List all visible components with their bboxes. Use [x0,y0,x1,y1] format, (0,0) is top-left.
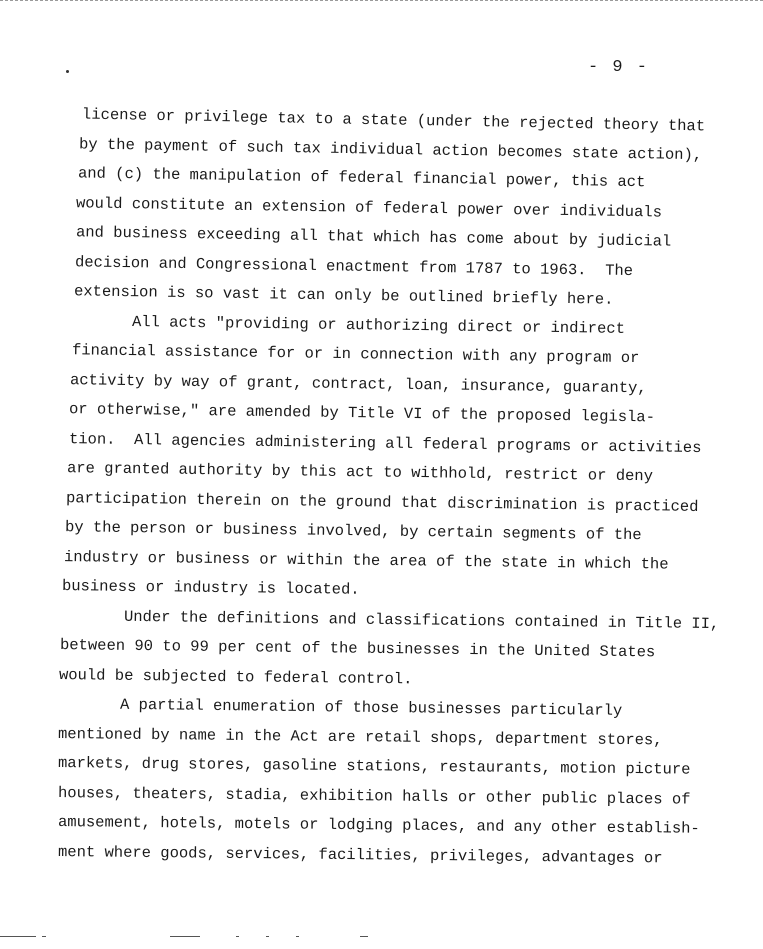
body-line: participation therein on the ground that discrimination is practiced [65,488,699,516]
body-line: activity by way of grant, contract, loan, insurance, guaranty, [69,370,647,397]
body-line: would be subjected to federal control. [58,665,413,688]
body-line: would constitute an extension of federal power over individuals [75,193,663,221]
body-line: or otherwise," are amended by Title VI of the proposed legisla- [68,400,656,427]
stray-mark [66,70,69,73]
body-line: tion. All agencies administering all federal programs or activities [68,429,702,457]
body-line: by the payment of such tax individual action becomes state action), [78,134,703,164]
page-number: - 9 - [588,58,650,77]
body-line: and business exceeding all that which has come about by judicial [75,223,672,251]
scan-artifact [360,936,368,937]
paragraph-first-line: Under the definitions and classifications contained in Title II, [123,607,720,633]
paragraph-first-line: A partial enumeration of those businesses particularly [119,695,623,720]
body-line: industry or business or within the area of the state in which the [63,547,669,573]
body-line: are granted authority by this act to withhold, restrict or deny [66,459,654,486]
body-line: extension is so vast it can only be outlined briefly here. [73,282,614,309]
scan-artifact [0,936,36,937]
scan-artifact [296,936,299,937]
body-line: houses, theaters, stadia, exhibition halls or other public places of [57,783,691,809]
scan-artifacts [0,930,763,944]
scan-artifact [170,936,200,937]
body-line: and (c) the manipulation of federal financial power, this act [77,164,646,192]
body-line: mentioned by name in the Act are retail shops, department stores, [57,724,663,749]
body-line: financial assistance for or in connection with any program or [71,341,640,368]
page-top-edge [0,0,763,1]
scan-artifact [266,936,269,937]
body-line: ment where goods, services, facilities, privileges, advantages or [57,842,663,867]
body-line: between 90 to 99 per cent of the businesses in the United States [59,636,656,662]
body-line: business or industry is located. [61,577,360,599]
body-line: by the person or business involved, by certain segments of the [64,518,642,545]
scan-artifact [42,936,46,937]
body-line: amusement, hotels, motels or lodging places, and any other establish- [57,813,700,838]
body-line: license or privilege tax to a state (under the rejected theory that [81,105,706,136]
paragraph-first-line: All acts "providing or authorizing direct or indirect [131,312,626,338]
body-line: markets, drug stores, gasoline stations, restaurants, motion picture [57,754,691,779]
document-body [57,100,720,867]
scan-artifact [236,936,239,937]
body-line: decision and Congressional enactment from 1787 to 1963. The [74,252,634,280]
